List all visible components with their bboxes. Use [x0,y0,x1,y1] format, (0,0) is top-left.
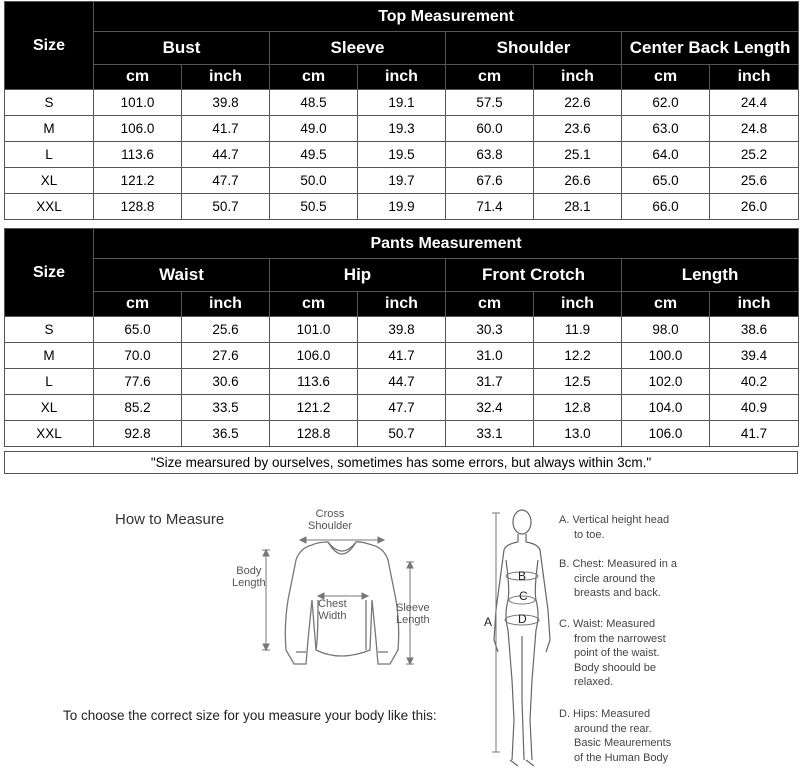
value-cell: 106.0 [94,116,182,142]
table-title: Top Measurement [94,2,799,32]
value-cell: 47.7 [358,395,446,421]
unit-header: cm [446,65,534,90]
value-cell: 71.4 [446,194,534,220]
human-body-icon [494,510,550,766]
value-cell: 40.9 [710,395,799,421]
marker-d: D [518,612,527,626]
value-cell: 22.6 [534,90,622,116]
value-cell: 12.2 [534,343,622,369]
value-cell: 11.9 [534,317,622,343]
value-cell: 128.8 [94,194,182,220]
value-cell: 30.6 [182,369,270,395]
how-to-measure-title: How to Measure [115,511,225,528]
value-cell: 63.8 [446,142,534,168]
value-cell: 49.5 [270,142,358,168]
value-cell: 50.5 [270,194,358,220]
value-cell: 44.7 [358,369,446,395]
value-cell: 19.5 [358,142,446,168]
value-cell: 62.0 [622,90,710,116]
description-c: C. Waist: Measured from the narrowest point of the waist. Body shoould be relaxed. [559,618,666,688]
size-cell: XL [5,395,94,421]
value-cell: 40.2 [710,369,799,395]
body-marker-lines [492,513,539,752]
value-cell: 23.6 [534,116,622,142]
value-cell: 113.6 [270,369,358,395]
value-cell: 36.5 [182,421,270,447]
group-header: Bust [94,32,270,65]
value-cell: 85.2 [94,395,182,421]
value-cell: 32.4 [446,395,534,421]
value-cell: 64.0 [622,142,710,168]
size-cell: XL [5,168,94,194]
size-header: Size [5,229,94,317]
value-cell: 106.0 [270,343,358,369]
unit-header: inch [534,65,622,90]
value-cell: 31.7 [446,369,534,395]
value-cell: 13.0 [534,421,622,447]
value-cell: 39.8 [358,317,446,343]
description-d: D. Hips: Measured around the rear. Basic Meaurements of the Human Body [559,708,672,764]
value-cell: 65.0 [94,317,182,343]
value-cell: 24.4 [710,90,799,116]
size-cell: L [5,142,94,168]
value-cell: 26.0 [710,194,799,220]
value-cell: 66.0 [622,194,710,220]
value-cell: 106.0 [622,421,710,447]
value-cell: 100.0 [622,343,710,369]
unit-header: cm [622,65,710,90]
value-cell: 19.7 [358,168,446,194]
size-cell: M [5,343,94,369]
value-cell: 67.6 [446,168,534,194]
unit-header: inch [182,292,270,317]
value-cell: 47.7 [182,168,270,194]
value-cell: 65.0 [622,168,710,194]
group-header: Waist [94,259,270,292]
sleeve-length-label: Sleeve Length [396,602,430,626]
size-cell: S [5,317,94,343]
value-cell: 121.2 [94,168,182,194]
size-cell: XXL [5,421,94,447]
unit-header: cm [622,292,710,317]
group-header: Center Back Length [622,32,799,65]
group-header: Length [622,259,799,292]
group-header: Hip [270,259,446,292]
table-title: Pants Measurement [94,229,799,259]
value-cell: 50.7 [358,421,446,447]
body-length-label: Body Length [232,565,266,589]
size-cell: XXL [5,194,94,220]
value-cell: 39.8 [182,90,270,116]
group-header: Shoulder [446,32,622,65]
value-cell: 113.6 [94,142,182,168]
unit-header: inch [534,292,622,317]
value-cell: 33.1 [446,421,534,447]
value-cell: 128.8 [270,421,358,447]
value-cell: 25.6 [710,168,799,194]
cross-shoulder-arrow [300,537,384,543]
cross-shoulder-label: Cross Shoulder [308,508,353,532]
value-cell: 77.6 [94,369,182,395]
value-cell: 70.0 [94,343,182,369]
value-cell: 92.8 [94,421,182,447]
value-cell: 28.1 [534,194,622,220]
group-header: Sleeve [270,32,446,65]
value-cell: 50.0 [270,168,358,194]
value-cell: 19.9 [358,194,446,220]
value-cell: 60.0 [446,116,534,142]
value-cell: 98.0 [622,317,710,343]
size-header: Size [5,2,94,90]
value-cell: 57.5 [446,90,534,116]
value-cell: 39.4 [710,343,799,369]
value-cell: 121.2 [270,395,358,421]
unit-header: inch [358,292,446,317]
value-cell: 25.1 [534,142,622,168]
unit-header: inch [358,65,446,90]
unit-header: inch [710,292,799,317]
value-cell: 48.5 [270,90,358,116]
unit-header: inch [710,65,799,90]
value-cell: 44.7 [182,142,270,168]
value-cell: 41.7 [182,116,270,142]
value-cell: 63.0 [622,116,710,142]
value-cell: 12.8 [534,395,622,421]
value-cell: 104.0 [622,395,710,421]
choose-size-instruction: To choose the correct size for you measure your body like this: [63,708,437,723]
marker-b: B [518,569,527,583]
value-cell: 101.0 [94,90,182,116]
value-cell: 33.5 [182,395,270,421]
size-cell: S [5,90,94,116]
value-cell: 41.7 [358,343,446,369]
size-cell: L [5,369,94,395]
value-cell: 49.0 [270,116,358,142]
value-cell: 38.6 [710,317,799,343]
measurement-note: "Size mearsured by ourselves, sometimes has some errors, but always within 3cm." [4,451,798,474]
marker-a: A [484,615,493,629]
value-cell: 27.6 [182,343,270,369]
unit-header: cm [270,65,358,90]
unit-header: cm [94,292,182,317]
description-b: B. Chest: Measured in a circle around the breasts and back. [559,558,678,599]
size-cell: M [5,116,94,142]
value-cell: 41.7 [710,421,799,447]
value-cell: 25.6 [182,317,270,343]
value-cell: 26.6 [534,168,622,194]
unit-header: cm [446,292,534,317]
value-cell: 102.0 [622,369,710,395]
unit-header: cm [270,292,358,317]
unit-header: cm [94,65,182,90]
value-cell: 12.5 [534,369,622,395]
chest-width-label: Chest Width [318,598,347,622]
unit-header: inch [182,65,270,90]
value-cell: 30.3 [446,317,534,343]
group-header: Front Crotch [446,259,622,292]
value-cell: 19.1 [358,90,446,116]
value-cell: 101.0 [270,317,358,343]
value-cell: 50.7 [182,194,270,220]
value-cell: 19.3 [358,116,446,142]
value-cell: 24.8 [710,116,799,142]
marker-c: C [519,589,528,603]
value-cell: 25.2 [710,142,799,168]
value-cell: 31.0 [446,343,534,369]
description-a: A. Vertical height head to toe. [559,514,670,541]
